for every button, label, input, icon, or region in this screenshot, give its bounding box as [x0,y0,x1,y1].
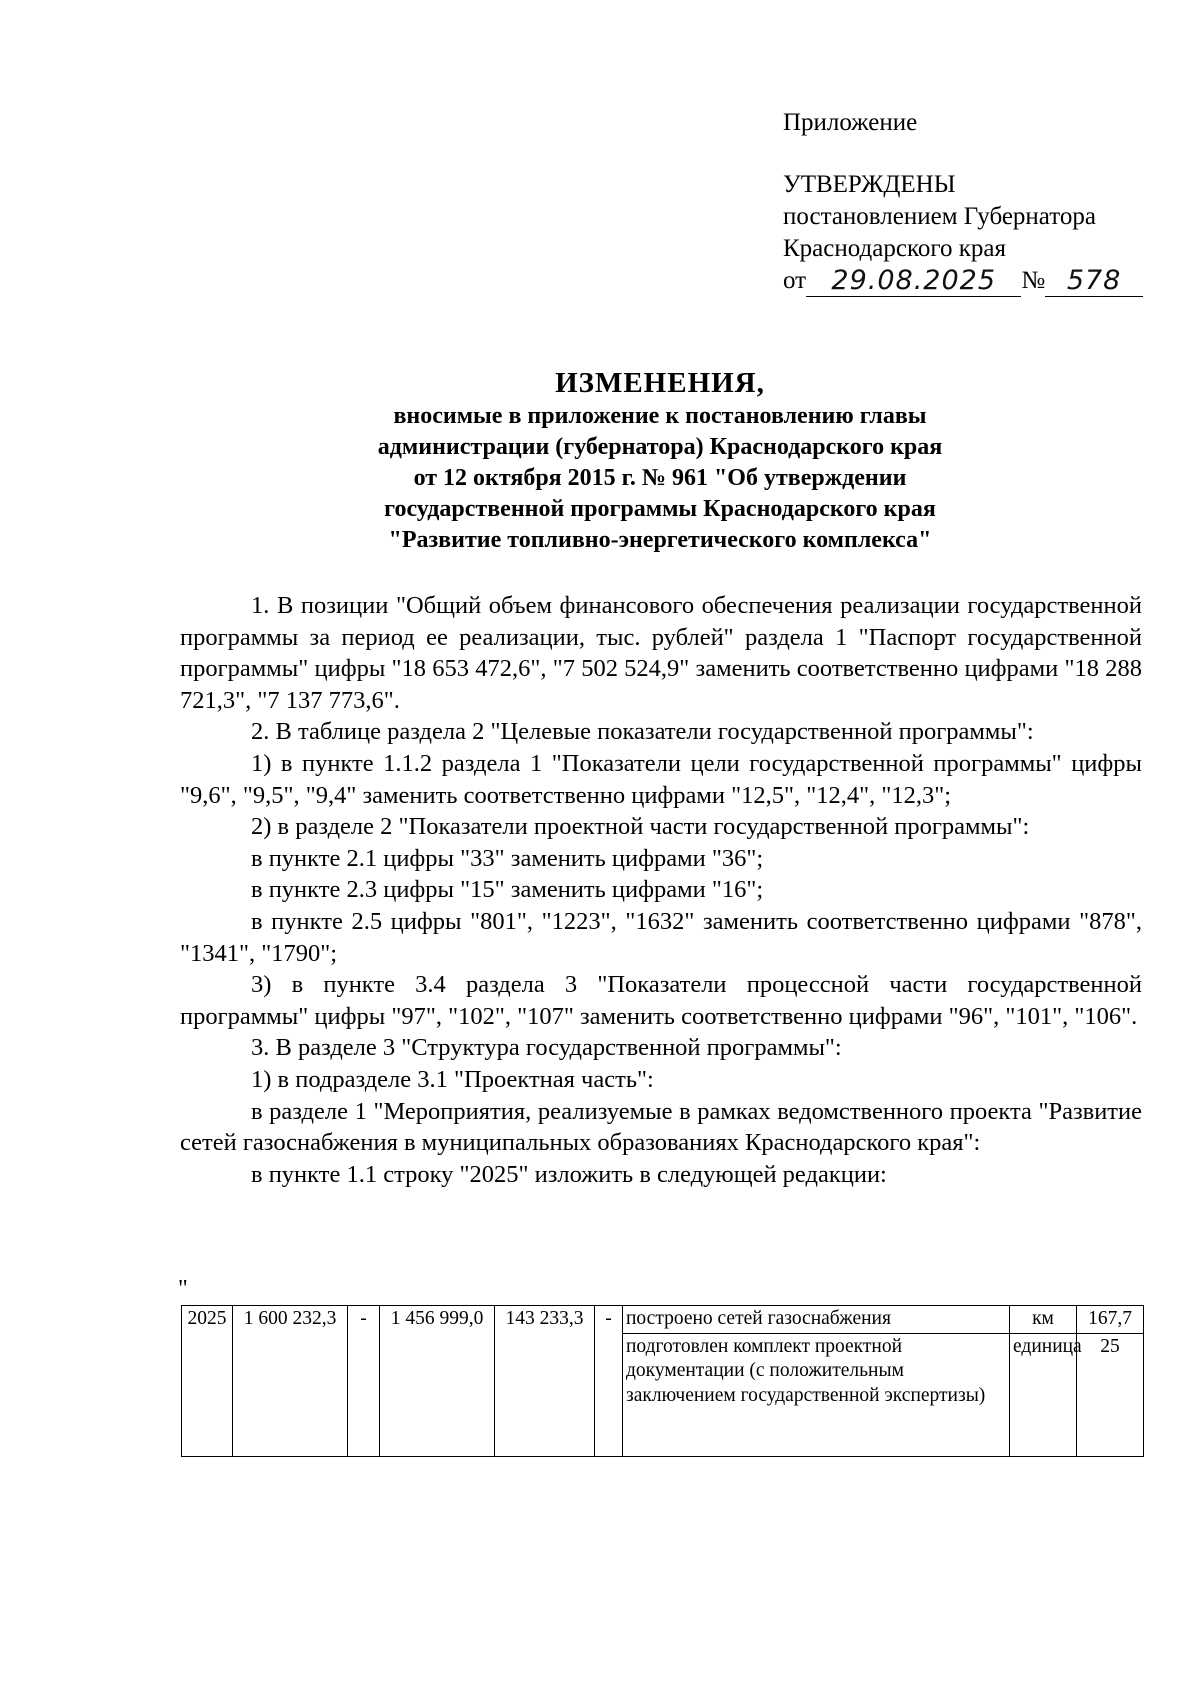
year-cell: 2025 [182,1306,233,1457]
approved-by-line2: Краснодарского края [783,235,1006,262]
paragraph: в разделе 1 "Мероприятия, реализуемые в рамках ведомственного проекта "Развитие сетей газоснабжения в муниципальных образованиях Краснодарского края": [180,1097,1142,1157]
paragraph: 3. В разделе 3 "Структура государственной программы": [251,1034,842,1062]
title-line: "Развитие топливно-энергетического комплекса" [388,527,932,553]
indicator-cell: подготовлен комплект проектной документации (с положительным заключением государственной экспертизы) [623,1333,1010,1456]
paragraph: 1) в подразделе 3.1 "Проектная часть": [251,1065,654,1093]
paragraph: в пункте 1.1 строку "2025" изложить в следующей редакции: [251,1160,887,1188]
total-cell: 1 600 232,3 [233,1306,348,1457]
approval-header [783,107,1143,297]
replacement-table [181,1305,1144,1457]
title-line: администрации (губернатора) Краснодарского края [377,434,943,460]
handwritten-date: 29.08.2025 [806,266,1021,297]
number-prefix: № [1021,267,1046,294]
approved-label: УТВЕРЖДЕНЫ [783,171,956,198]
extra-budget-cell: - [595,1306,623,1457]
value-cell: 167,7 [1077,1306,1144,1334]
title-line: от 12 октября 2015 г. № 961 "Об утверждении [413,465,907,491]
date-prefix: от [783,267,807,294]
value-cell: 25 [1077,1333,1144,1456]
local-cell: 143 233,3 [495,1306,595,1457]
paragraph: 1. В позиции "Общий объем финансового обеспечения реализации государственной программы за период ее реализации, тыс. рублей" раздела 1 "Паспорт государственной программы" цифры "18 653 472,6", "7 502 524,9" заменить соответственно цифрами "18 288 721,3", "7 137 773,6". [180,592,1142,714]
paragraph: в пункте 2.3 цифры "15" заменить цифрами "16"; [251,876,764,904]
regional-cell: 1 456 999,0 [380,1306,495,1457]
paragraph: в пункте 2.5 цифры "801", "1223", "1632" заменить соответственно цифрами "878", "1341", "1790"; [180,907,1142,967]
federal-cell: - [348,1306,380,1457]
date-number-line [783,265,1143,297]
title-line: вносимые в приложение к постановлению главы [393,403,927,429]
title-main: ИЗМЕНЕНИЯ, [555,367,765,399]
opening-quote: " [178,1276,188,1302]
document-body [180,590,1142,1190]
handwritten-number: 578 [1045,266,1143,297]
appendix-label: Приложение [783,109,918,136]
paragraph: 3) в пункте 3.4 раздела 3 "Показатели процессной части государственной программы" цифры "97", "102", "107" заменить соответственно цифрами "96", "101", "106". [180,971,1142,1030]
unit-cell: км [1010,1306,1077,1334]
unit-cell: единица [1010,1333,1077,1456]
paragraph: в пункте 2.1 цифры "33" заменить цифрами "36"; [251,844,764,872]
title-line: государственной программы Краснодарского края [384,496,936,522]
paragraph: 2) в разделе 2 "Показатели проектной части государственной программы": [251,813,1030,841]
document-title [180,365,1140,556]
table-row [182,1306,1144,1334]
paragraph: 1) в пункте 1.1.2 раздела 1 "Показатели цели государственной программы" цифры "9,6", "9,5", "9,4" заменить соответственно цифрами "12,5", "12,4", "12,3"; [180,749,1142,809]
indicator-cell: построено сетей газоснабжения [623,1306,1010,1334]
paragraph: 2. В таблице раздела 2 "Целевые показатели государственной программы": [251,718,1034,746]
approved-by-line1: постановлением Губернатора [783,203,1096,230]
